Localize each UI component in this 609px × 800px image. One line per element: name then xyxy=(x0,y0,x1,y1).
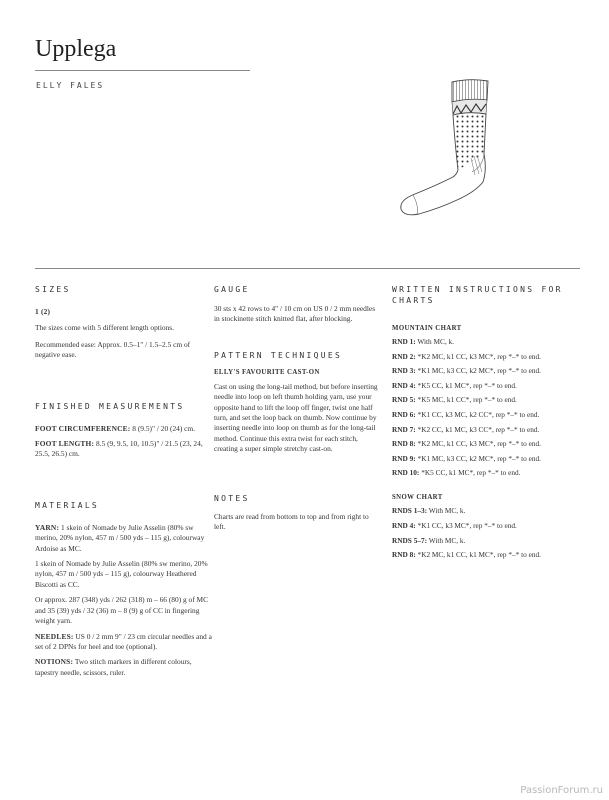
round-instruction: RNDS 5–7: With MC, k. xyxy=(392,535,466,545)
round-instruction: RND 8: *K2 MC, k1 CC, k1 MC*, rep *–* to end. xyxy=(392,550,541,560)
written-instructions-heading: WRITTEN INSTRUCTIONS FOR CHARTS xyxy=(392,285,563,305)
round-instruction: RND 4: *K5 CC, k1 MC*, rep *–* to end. xyxy=(392,380,517,390)
pattern-techniques-heading: PATTERN TECHNIQUES xyxy=(214,350,343,360)
column-middle xyxy=(214,284,382,532)
snow-chart-heading: SNOW CHART xyxy=(392,494,443,502)
gauge-text: 30 sts x 42 rows to 4" / 10 cm on US 0 / 2 mm needles in stockinette stitch knitted flat, after blocking. xyxy=(214,304,376,324)
yarn-cc: 1 skein of Nomade by Julie Asselin (80% sw merino, 20% nylon, 457 m / 500 yds – 115 g), colourway Heathered Biscotti as CC. xyxy=(35,559,208,589)
sizes-heading: SIZES xyxy=(35,285,71,294)
round-instruction: RND 3: *K1 MC, k3 CC, k2 MC*, rep *–* to end. xyxy=(392,366,541,376)
section-divider xyxy=(35,268,580,269)
round-instruction: RND 10: *K5 CC, k1 MC*, rep *–* to end. xyxy=(392,468,521,478)
page-title: Upplega xyxy=(35,36,117,62)
title-rule xyxy=(35,70,250,71)
ease-paragraph: Recommended ease: Approx. 0.5–1" / 1.5–2.5 cm of negative ease. xyxy=(35,339,191,360)
materials-heading: MATERIALS xyxy=(35,500,100,510)
column-left xyxy=(35,284,215,678)
notes-heading: NOTES xyxy=(214,493,250,503)
gauge-heading: GAUGE xyxy=(214,285,250,294)
finished-measurements-heading: FINISHED MEASUREMENTS xyxy=(35,401,185,411)
yarn-mc: YARN: 1 skein of Nomade by Julie Asselin (80% sw merino, 20% nylon, 457 m / 500 yds – 115 g), colourway Ardoise as MC. xyxy=(35,522,205,553)
round-instruction: RND 1: With MC, k. xyxy=(392,337,455,346)
mountain-chart-heading: MOUNTAIN CHART xyxy=(392,325,462,332)
site-watermark: PassionForum.ru xyxy=(520,785,603,796)
author-name: ELLY FALES xyxy=(36,81,105,90)
sizes-paragraph: The sizes come with 5 different length options. xyxy=(35,323,175,333)
mountain-rounds xyxy=(392,337,582,478)
round-instruction: RND 2: *K2 MC, k1 CC, k3 MC*, rep *–* to end. xyxy=(392,351,541,361)
snow-rounds xyxy=(392,506,582,560)
round-instruction: RND 4: *K1 CC, k3 MC*, rep *–* to end. xyxy=(392,520,517,530)
foot-circumference: FOOT CIRCUMFERENCE: 8 (9.5)" / 20 (24) cm. xyxy=(35,423,196,433)
notions: NOTIONS: Two stitch markers in different colours, tapestry needle, scissors, ruler. xyxy=(35,657,192,677)
notes-text: Charts are read from bottom to top and from right to left. xyxy=(214,511,369,532)
round-instruction: RND 9: *K1 MC, k3 CC, k2 MC*, rep *–* to end. xyxy=(392,453,541,463)
round-instruction: RND 7: *K2 CC, k1 MC, k3 CC*, rep *–* to end. xyxy=(392,424,540,434)
round-instruction: RND 6: *K1 CC, k3 MC, k2 CC*, rep *–* to end. xyxy=(392,409,540,419)
size-options: 1 (2) xyxy=(35,307,51,316)
foot-length: FOOT LENGTH: 8.5 (9, 9.5, 10, 10.5)" / 21.5 (23, 24, 25.5, 26.5) cm. xyxy=(35,439,203,459)
round-instruction: RND 5: *K5 MC, k1 CC*, rep *–* to end. xyxy=(392,395,517,405)
column-right xyxy=(392,284,582,565)
yarn-amounts: Or approx. 287 (348) yds / 262 (318) m – 66 (80) g of MC and 35 (39) yds / 32 (36) m – 8 (9) g of CC in fingering weight yarn. xyxy=(35,595,209,626)
cast-on-text: Cast on using the long-tail method, but before inserting needle into loop on left thumb holding yarn, use your opposite hand to lift the loop off finger, twist one half turn, and set the loop back on thumb. Now continue by inserting needle into loop on thumb as for the long-tail method. Continue this extra twist for each stitch, creating a super simple stretchy cast-on. xyxy=(214,381,378,454)
round-instruction: RNDS 1–3: With MC, k. xyxy=(392,506,466,516)
needles: NEEDLES: US 0 / 2 mm 9" / 23 cm circular needles and a set of 2 DPNs for heel and toe (optional). xyxy=(35,631,212,651)
cast-on-subheading: ELLY'S FAVOURITE CAST-ON xyxy=(214,368,320,376)
sock-illustration xyxy=(395,74,505,224)
round-instruction: RND 8: *K2 MC, k1 CC, k3 MC*, rep *–* to end. xyxy=(392,439,541,449)
